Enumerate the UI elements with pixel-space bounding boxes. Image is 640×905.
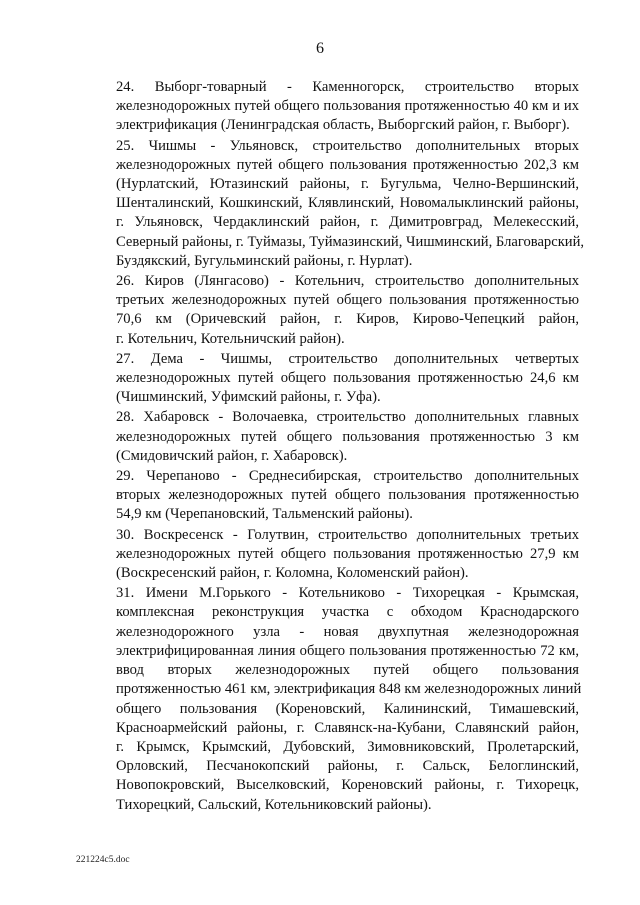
- paragraph-line: железнодорожных путей общего пользования протяженностью 202,3 км: [116, 156, 579, 173]
- paragraph-line: общего пользования (Кореновский, Калининский, Тимашевский,: [116, 700, 579, 717]
- paragraph-line: Орловский, Песчанокопский районы, г. Сальск, Белоглинский,: [116, 758, 579, 775]
- paragraph-line: Новопокровский, Выселковский, Кореновский районы, г. Тихорецк,: [116, 777, 579, 794]
- paragraph-line: электрификация (Ленинградская область, Выборгский район, г. Выборг).: [116, 117, 570, 134]
- footer-filename: 221224c5.doc: [76, 855, 130, 865]
- list-item-29: [76, 467, 579, 525]
- paragraph-line: 24. Выборг-товарный - Каменногорск, строительство вторых: [116, 79, 579, 95]
- paragraph-line: железнодорожных путей общего пользования протяженностью 3 км: [116, 428, 579, 445]
- paragraph-line: (Чишминский, Уфимский районы, г. Уфа).: [116, 389, 381, 406]
- document-body: [76, 78, 585, 816]
- paragraph-line: протяженностью 461 км, электрификация 848 км железнодорожных линий: [116, 681, 582, 698]
- paragraph-line: 31. Имени М.Горького - Котельниково - Тихорецкая - Крымская,: [116, 585, 579, 602]
- paragraph-line: ввод вторых железнодорожных путей общего пользования: [116, 662, 579, 679]
- paragraph-line: третьих железнодорожных путей общего пользования протяженностью: [116, 292, 579, 309]
- list-item-27: [76, 350, 579, 408]
- paragraph-line: г. Крымск, Крымский, Дубовский, Зимовниковский, Пролетарский,: [116, 738, 579, 755]
- paragraph-line: 26. Киров (Лянгасово) - Котельнич, строительство дополнительных: [116, 273, 579, 290]
- list-item-31: [76, 584, 582, 814]
- paragraph-line: вторых железнодорожных путей общего пользования протяженностью: [116, 487, 579, 504]
- paragraph-line: железнодорожных путей общего пользования протяженностью 24,6 км: [116, 370, 579, 387]
- paragraph-line: Шенталинский, Кошкинский, Клявлинский, Новомалыклинский районы,: [116, 195, 579, 212]
- paragraph-line: Северный районы, г. Туймазы, Туймазинский, Чишминский, Благоварский,: [116, 233, 585, 250]
- list-item-30: [76, 526, 579, 584]
- paragraph-line: 30. Воскресенск - Голутвин, строительство дополнительных третьих: [116, 526, 579, 543]
- list-item-25: [76, 137, 585, 271]
- paragraph-line: (Воскресенский район, г. Коломна, Коломенский район).: [116, 565, 469, 582]
- paragraph-line: железнодорожных путей общего пользования протяженностью 40 км и их: [116, 98, 579, 115]
- paragraph-line: (Смидовичский район, г. Хабаровск).: [116, 447, 348, 464]
- paragraph-line: (Нурлатский, Ютазинский районы, г. Бугульма, Челно-Вершинский,: [116, 176, 579, 193]
- list-item-28: [76, 408, 579, 466]
- paragraph-line: Тихорецкий, Сальский, Котельниковский районы).: [116, 796, 432, 813]
- paragraph-line: Красноармейский районы, г. Славянск-на-Кубани, Славянский район,: [116, 719, 579, 736]
- paragraph-line: железнодорожных путей общего пользования протяженностью 27,9 км: [116, 545, 579, 562]
- paragraph-line: 70,6 км (Оричевский район, г. Киров, Кирово-Чепецкий район,: [116, 311, 579, 328]
- paragraph-line: Буздякский, Бугульминский районы, г. Нурлат).: [116, 252, 413, 269]
- paragraph-line: электрифицированная линия общего пользования протяженностью 72 км,: [116, 642, 579, 659]
- paragraph-line: 25. Чишмы - Ульяновск, строительство дополнительных вторых: [116, 137, 579, 154]
- paragraph-line: 27. Дема - Чишмы, строительство дополнительных четвертых: [116, 350, 579, 367]
- paragraph-line: комплексная реконструкция участка с обходом Краснодарского: [116, 604, 579, 621]
- page-number: 6: [316, 40, 324, 57]
- paragraph-line: г. Котельнич, Котельничский район).: [116, 330, 345, 347]
- paragraph-line: железнодорожного узла - новая двухпутная железнодорожная: [116, 623, 579, 640]
- paragraph-line: 29. Черепаново - Среднесибирская, строительство дополнительных: [116, 468, 579, 485]
- list-item-24: [76, 78, 579, 136]
- paragraph-line: г. Ульяновск, Чердаклинский район, г. Димитровград, Мелекесский,: [116, 214, 579, 231]
- paragraph-line: 54,9 км (Черепановский, Тальменский районы).: [116, 506, 413, 523]
- list-item-26: [76, 272, 579, 349]
- paragraph-line: 28. Хабаровск - Волочаевка, строительство дополнительных главных: [116, 409, 579, 426]
